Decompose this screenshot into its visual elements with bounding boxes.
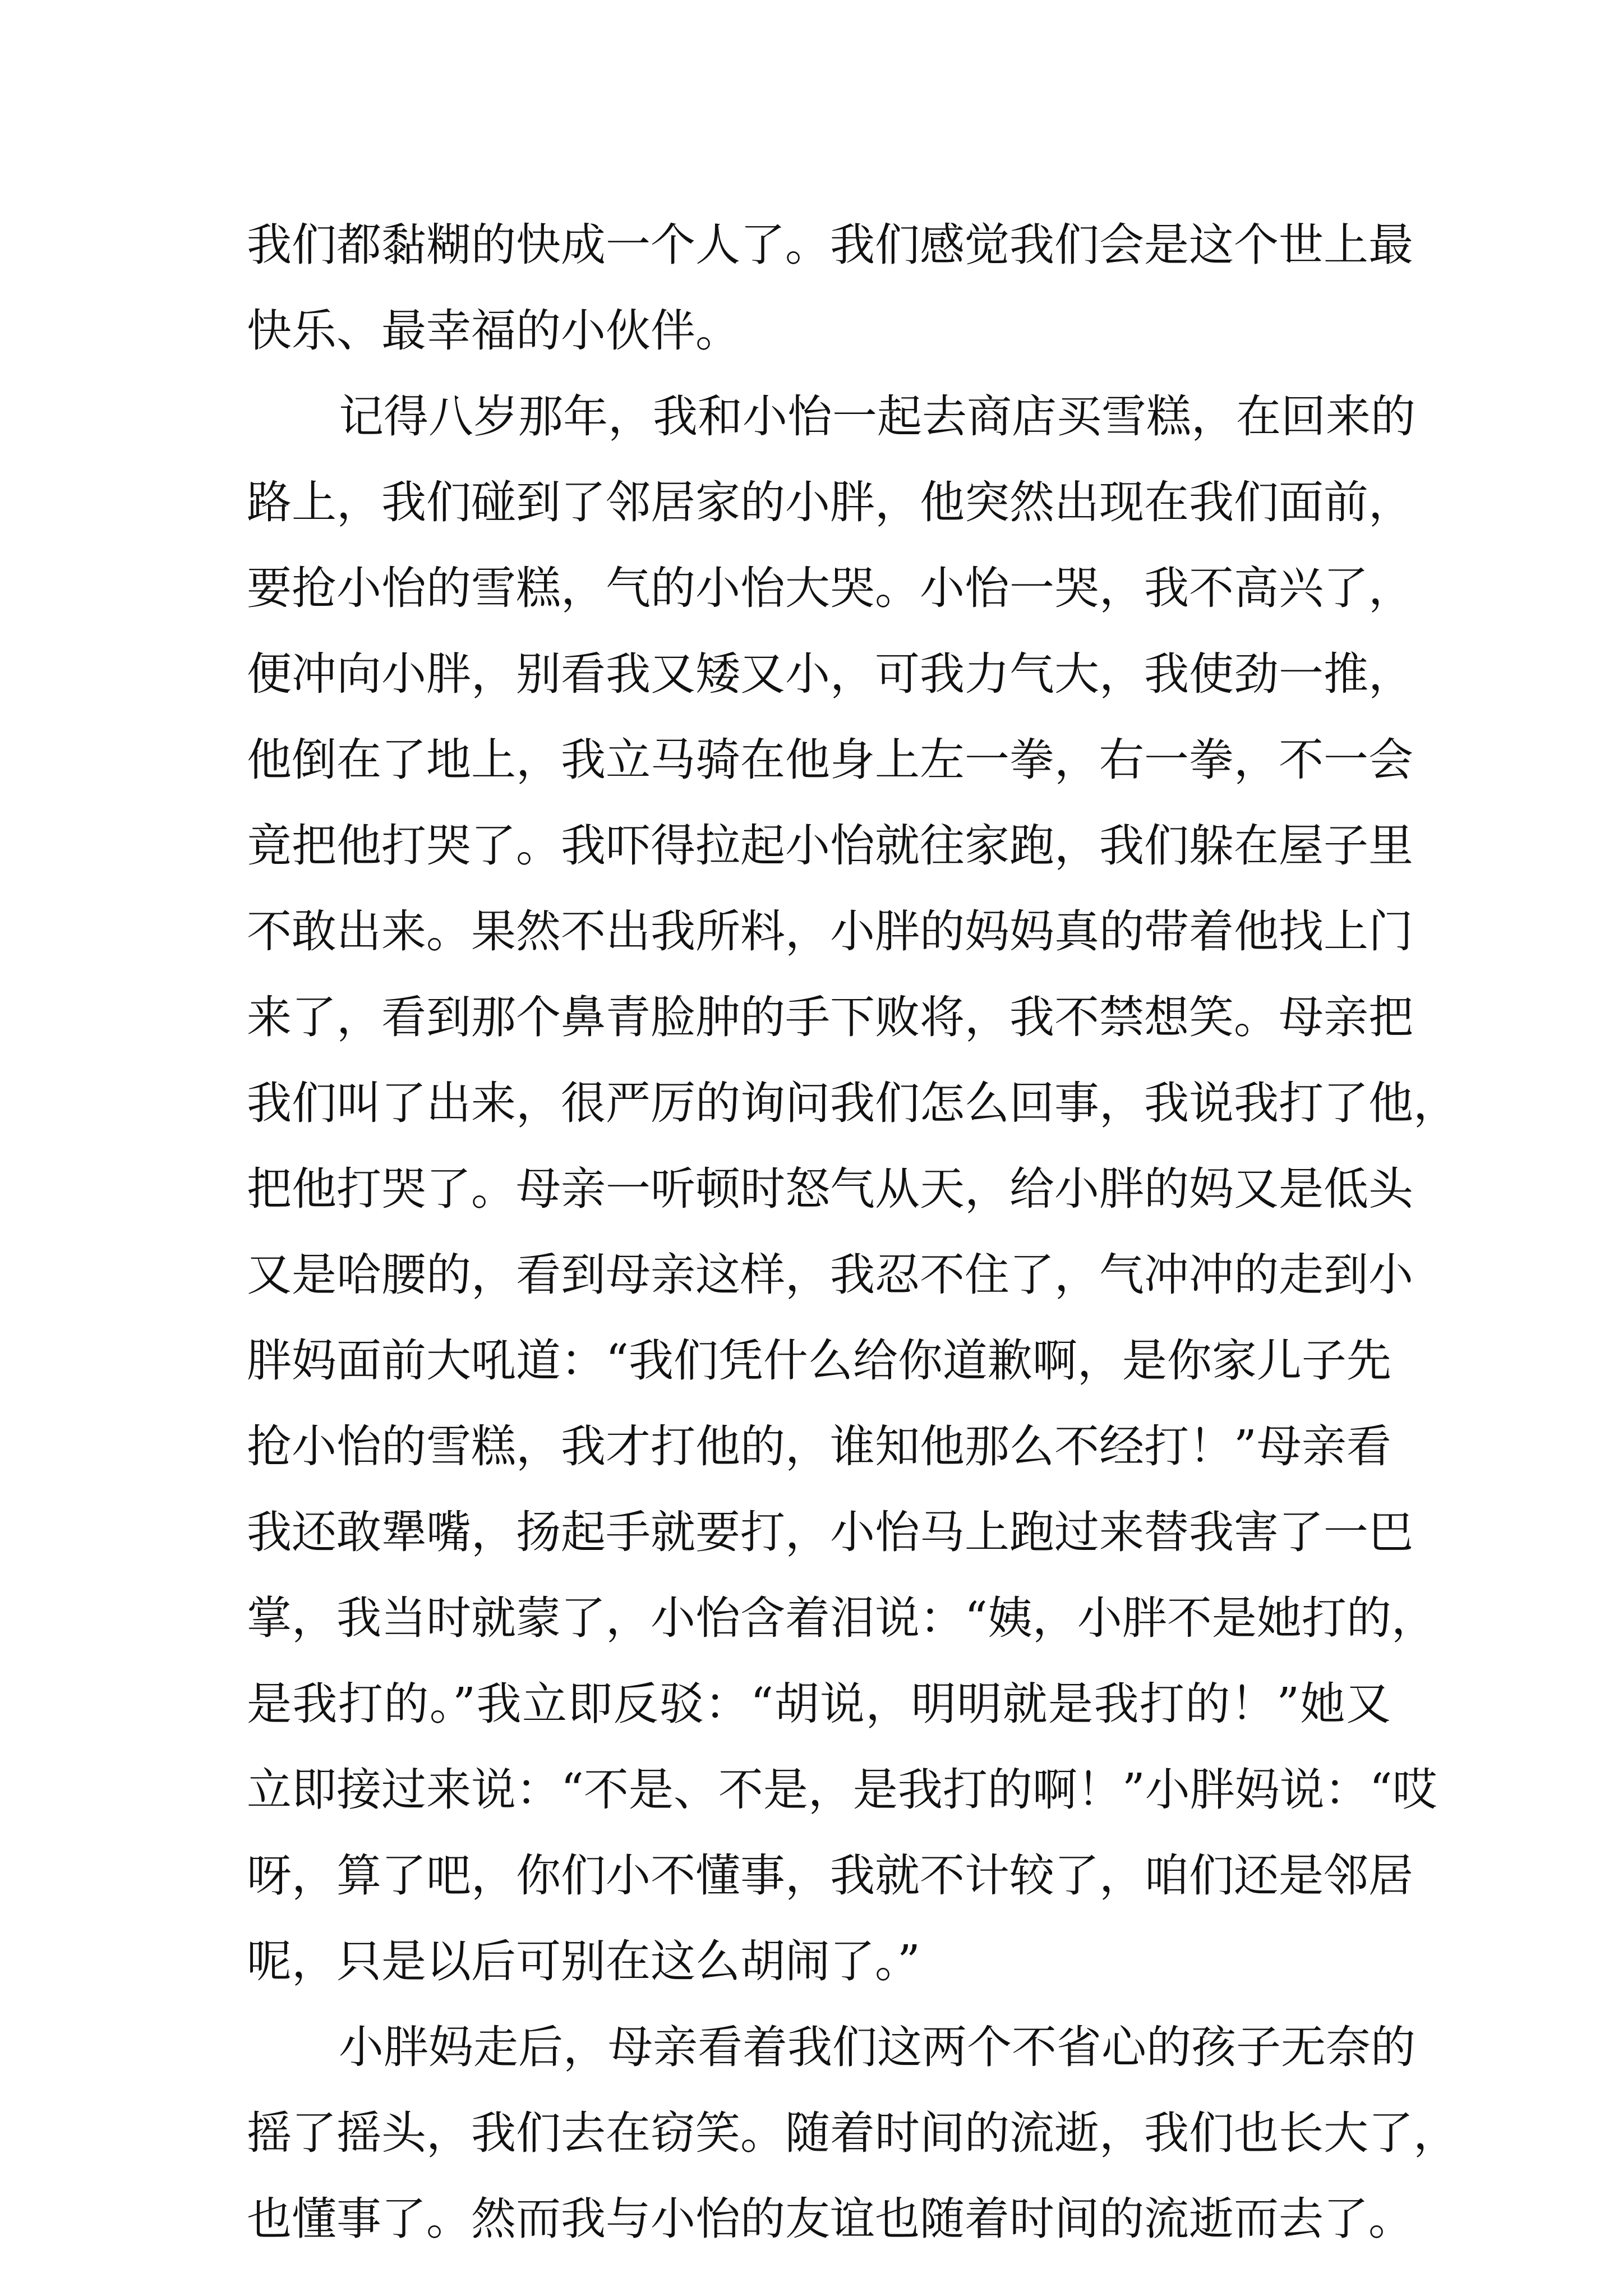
text-line: 小胖妈走后，母亲看着我们这两个不省心的孩子无奈的 [339,2021,1415,2073]
text-line: 来了，看到那个鼻青脸肿的手下败将，我不禁想笑。母亲把 [247,991,1413,1043]
text-line: 不敢出来。果然不出我所料，小胖的妈妈真的带着他找上门 [247,905,1413,958]
text-line: 快乐、最幸福的小伙伴。 [247,305,740,357]
text-line: 也懂事了。然而我与小怡的友谊也随着时间的流逝而去了。 [247,2193,1413,2245]
text-line: 是我打的。”我立即反驳：“胡说，明明就是我打的！”她又 [247,1678,1391,1730]
text-line: 竟把他打哭了。我吓得拉起小怡就往家跑，我们躲在屋子里 [247,820,1413,872]
text-line: 抢小怡的雪糕，我才打他的，谁知他那么不经打！”母亲看 [247,1420,1391,1473]
text-line: 掌，我当时就蒙了，小怡含着泪说：“姨，小胖不是她打的， [247,1592,1436,1644]
text-line: 我们都黏糊的快成一个人了。我们感觉我们会是这个世上最 [247,219,1413,271]
text-line: 胖妈面前大吼道：“我们凭什么给你道歉啊，是你家儿子先 [247,1335,1391,1387]
text-line: 摇了摇头，我们去在窃笑。随着时间的流逝，我们也长大了， [247,2107,1458,2159]
text-line: 我还敢犟嘴，扬起手就要打，小怡马上跑过来替我害了一巴 [247,1506,1413,1558]
text-line: 记得八岁那年，我和小怡一起去商店买雪糕，在回来的 [339,390,1415,443]
text-line: 把他打哭了。母亲一听顿时怒气从天，给小胖的妈又是低头 [247,1163,1413,1215]
text-line: 我们叫了出来，很严厉的询问我们怎么回事，我说我打了他， [247,1077,1458,1129]
text-line: 呀，算了吧，你们小不懂事，我就不计较了，咱们还是邻居 [247,1849,1413,1902]
text-line: 他倒在了地上，我立马骑在他身上左一拳，右一拳，不一会 [247,734,1413,786]
body-text [247,202,1458,2262]
text-line: 路上，我们碰到了邻居家的小胖，他突然出现在我们面前， [247,476,1413,528]
text-line: 又是哈腰的，看到母亲这样，我忍不住了，气冲冲的走到小 [247,1249,1413,1301]
text-line: 便冲向小胖，别看我又矮又小，可我力气大，我使劲一推， [247,648,1413,700]
text-line: 呢，只是以后可别在这么胡闹了。” [247,1935,920,1987]
text-line: 要抢小怡的雪糕，气的小怡大哭。小怡一哭，我不高兴了， [247,562,1413,614]
text-line: 立即接过来说：“不是、不是，是我打的啊！”小胖妈说：“哎 [247,1764,1437,1816]
